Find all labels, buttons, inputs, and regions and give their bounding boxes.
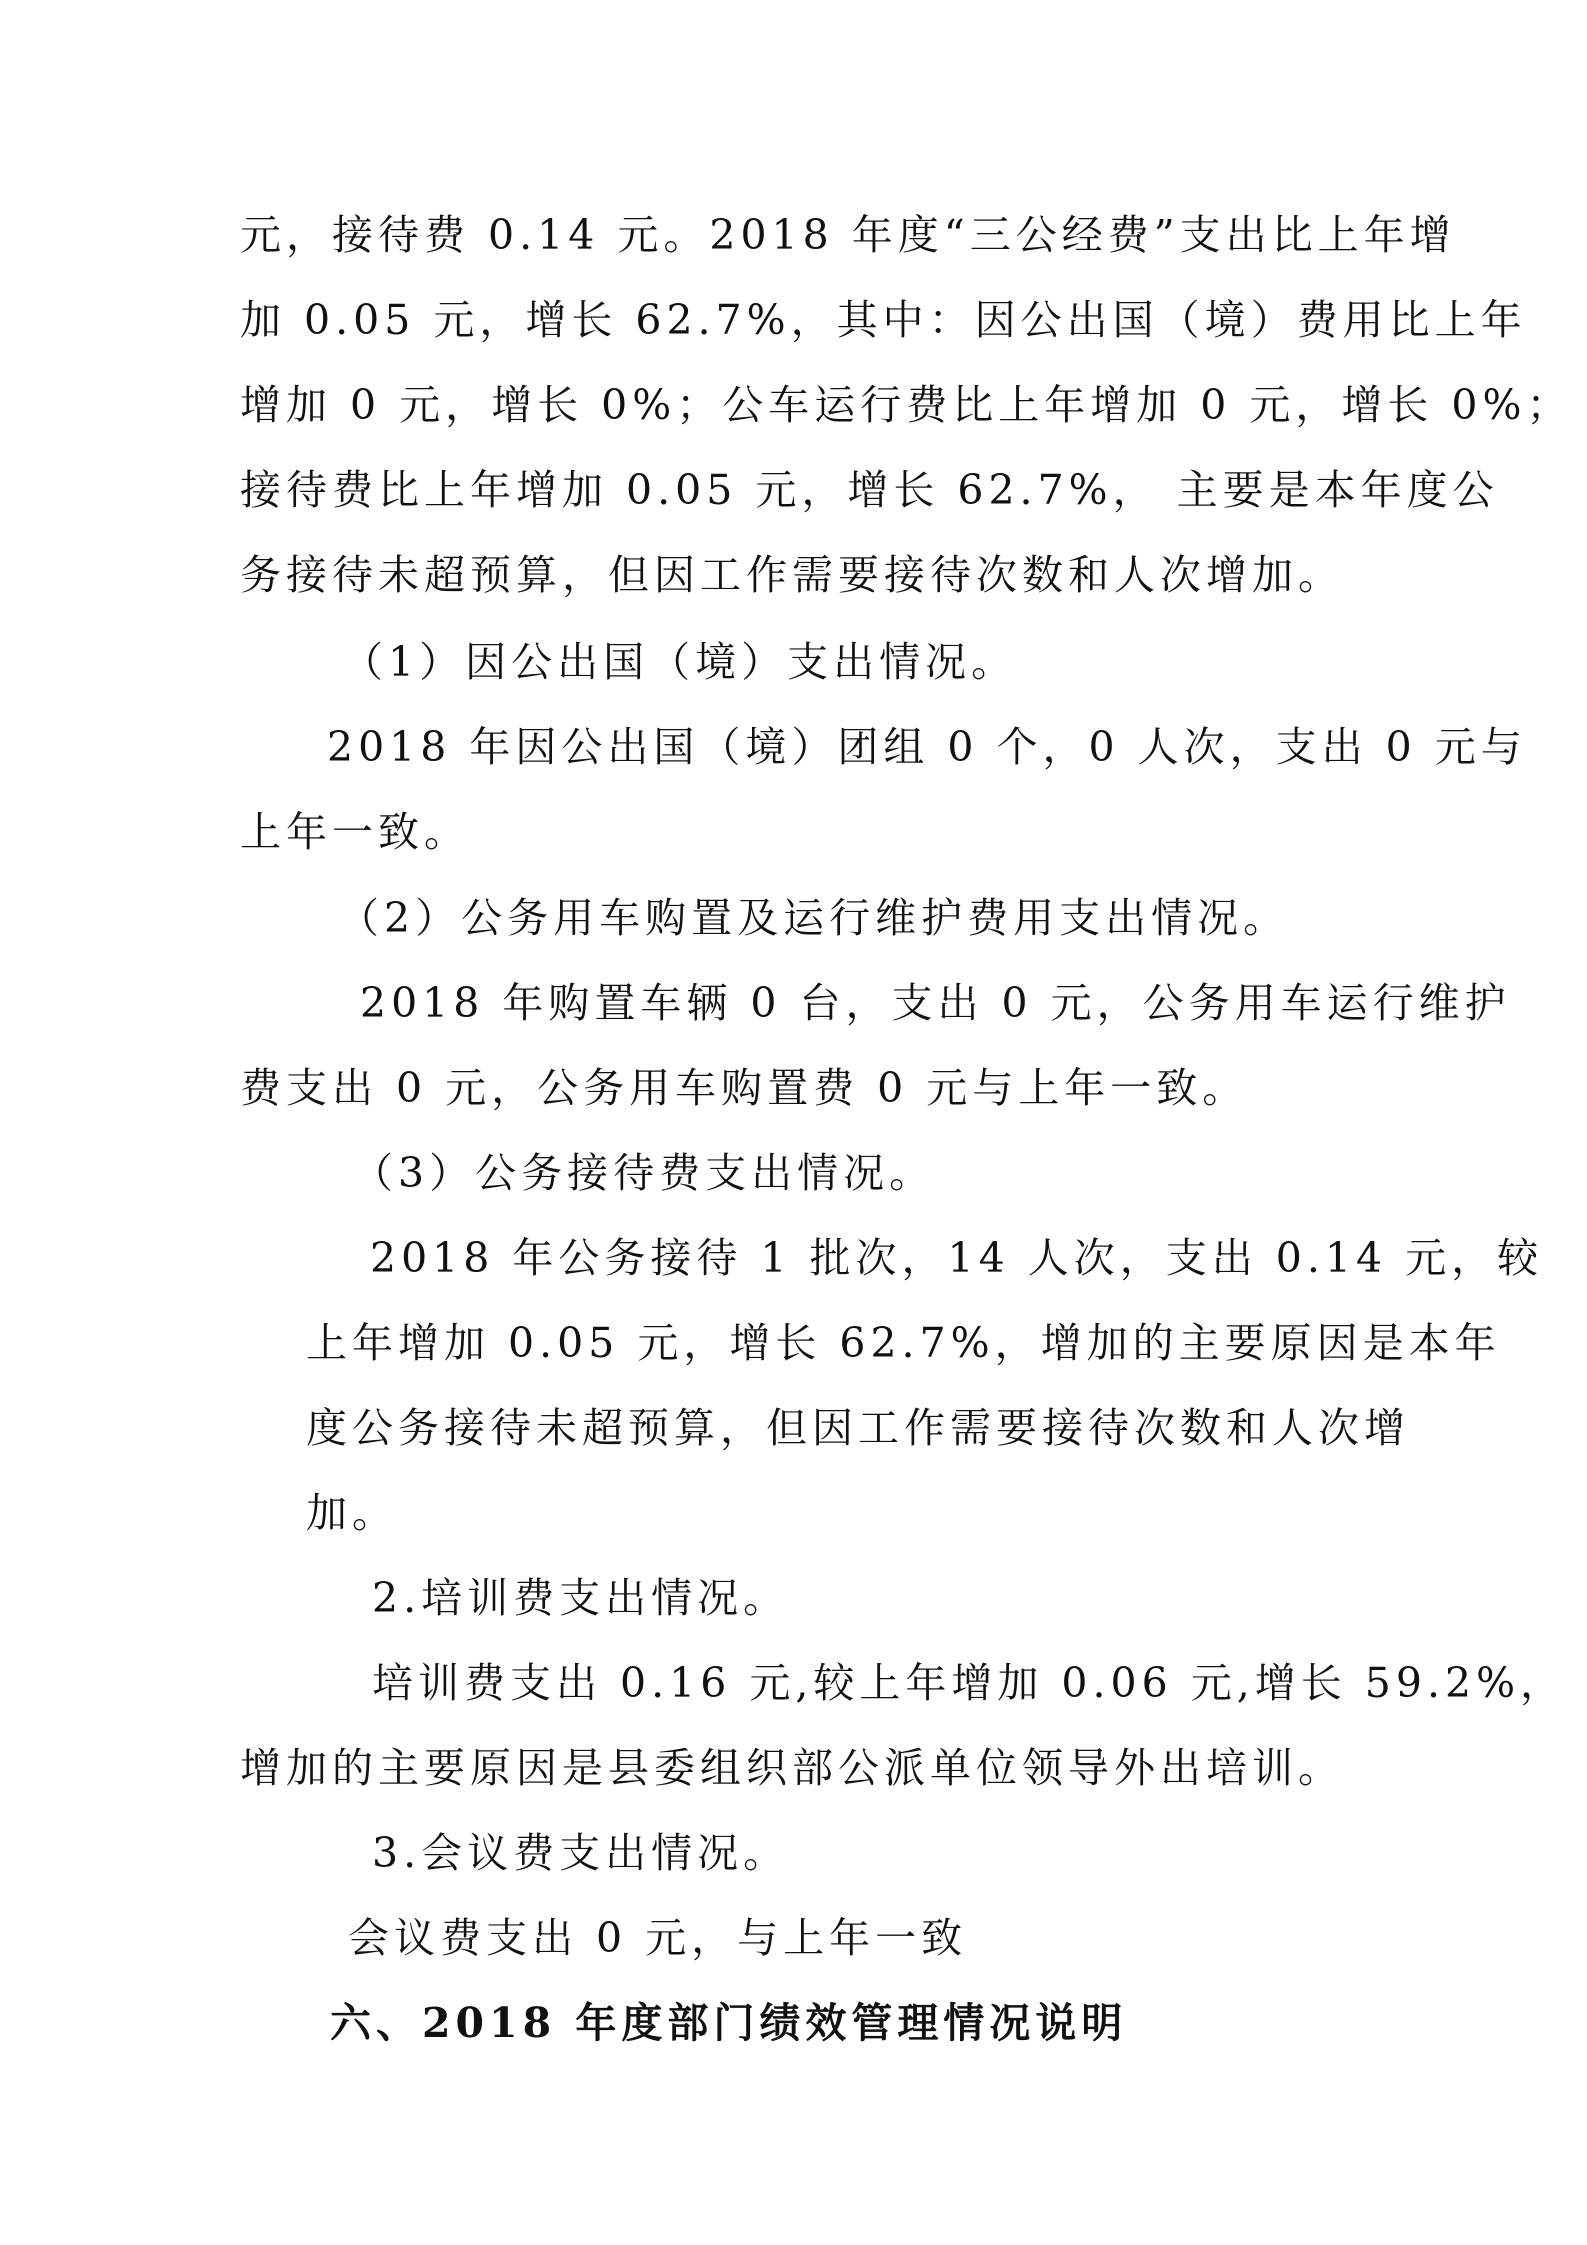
paragraph-line: 接待费比上年增加 0.05 元，增长 62.7%， 主要是本年度公 xyxy=(240,466,1499,514)
paragraph-line: 培训费支出 0.16 元,较上年增加 0.06 元,增长 59.2%， xyxy=(372,1659,1567,1707)
subheading-line: 3.会议费支出情况。 xyxy=(372,1829,790,1877)
paragraph-line: 加。 xyxy=(306,1489,398,1537)
paragraph-line: 2018 年公务接待 1 批次，14 人次，支出 0.14 元，较 xyxy=(370,1234,1544,1282)
section-heading: 六、2018 年度部门绩效管理情况说明 xyxy=(330,1999,1128,2047)
paragraph-line: 增加 0 元，增长 0%；公车运行费比上年增加 0 元，增长 0%； xyxy=(240,381,1573,429)
paragraph-line: 上年一致。 xyxy=(240,808,470,856)
paragraph-line: 增加的主要原因是县委组织部公派单位领导外出培训。 xyxy=(240,1744,1344,1792)
paragraph-line: 务接待未超预算，但因工作需要接待次数和人次增加。 xyxy=(240,551,1344,599)
subheading-line: 2.培训费支出情况。 xyxy=(372,1574,790,1622)
paragraph-line: 费支出 0 元，公务用车购置费 0 元与上年一致。 xyxy=(240,1064,1249,1112)
paragraph-line: 加 0.05 元，增长 62.7%，其中：因公出国（境）费用比上年 xyxy=(240,296,1527,344)
paragraph-line: 上年增加 0.05 元，增长 62.7%，增加的主要原因是本年 xyxy=(306,1319,1501,1367)
paragraph-line: 会议费支出 0 元，与上年一致 xyxy=(348,1914,968,1962)
paragraph-line: 2018 年购置车辆 0 台，支出 0 元，公务用车运行维护 xyxy=(360,979,1511,1027)
paragraph-line: 元，接待费 0.14 元。2018 年度“三公经费”支出比上年增 xyxy=(240,211,1456,259)
subheading-line: （1）因公出国（境）支出情况。 xyxy=(342,638,1018,686)
subheading-line: （2）公务用车购置及运行维护费用支出情况。 xyxy=(338,894,1290,942)
paragraph-line: 度公务接待未超预算，但因工作需要接待次数和人次增 xyxy=(306,1404,1410,1452)
paragraph-line: 2018 年因公出国（境）团组 0 个，0 人次，支出 0 元与 xyxy=(327,723,1527,771)
subheading-line: （3）公务接待费支出情况。 xyxy=(352,1149,936,1197)
